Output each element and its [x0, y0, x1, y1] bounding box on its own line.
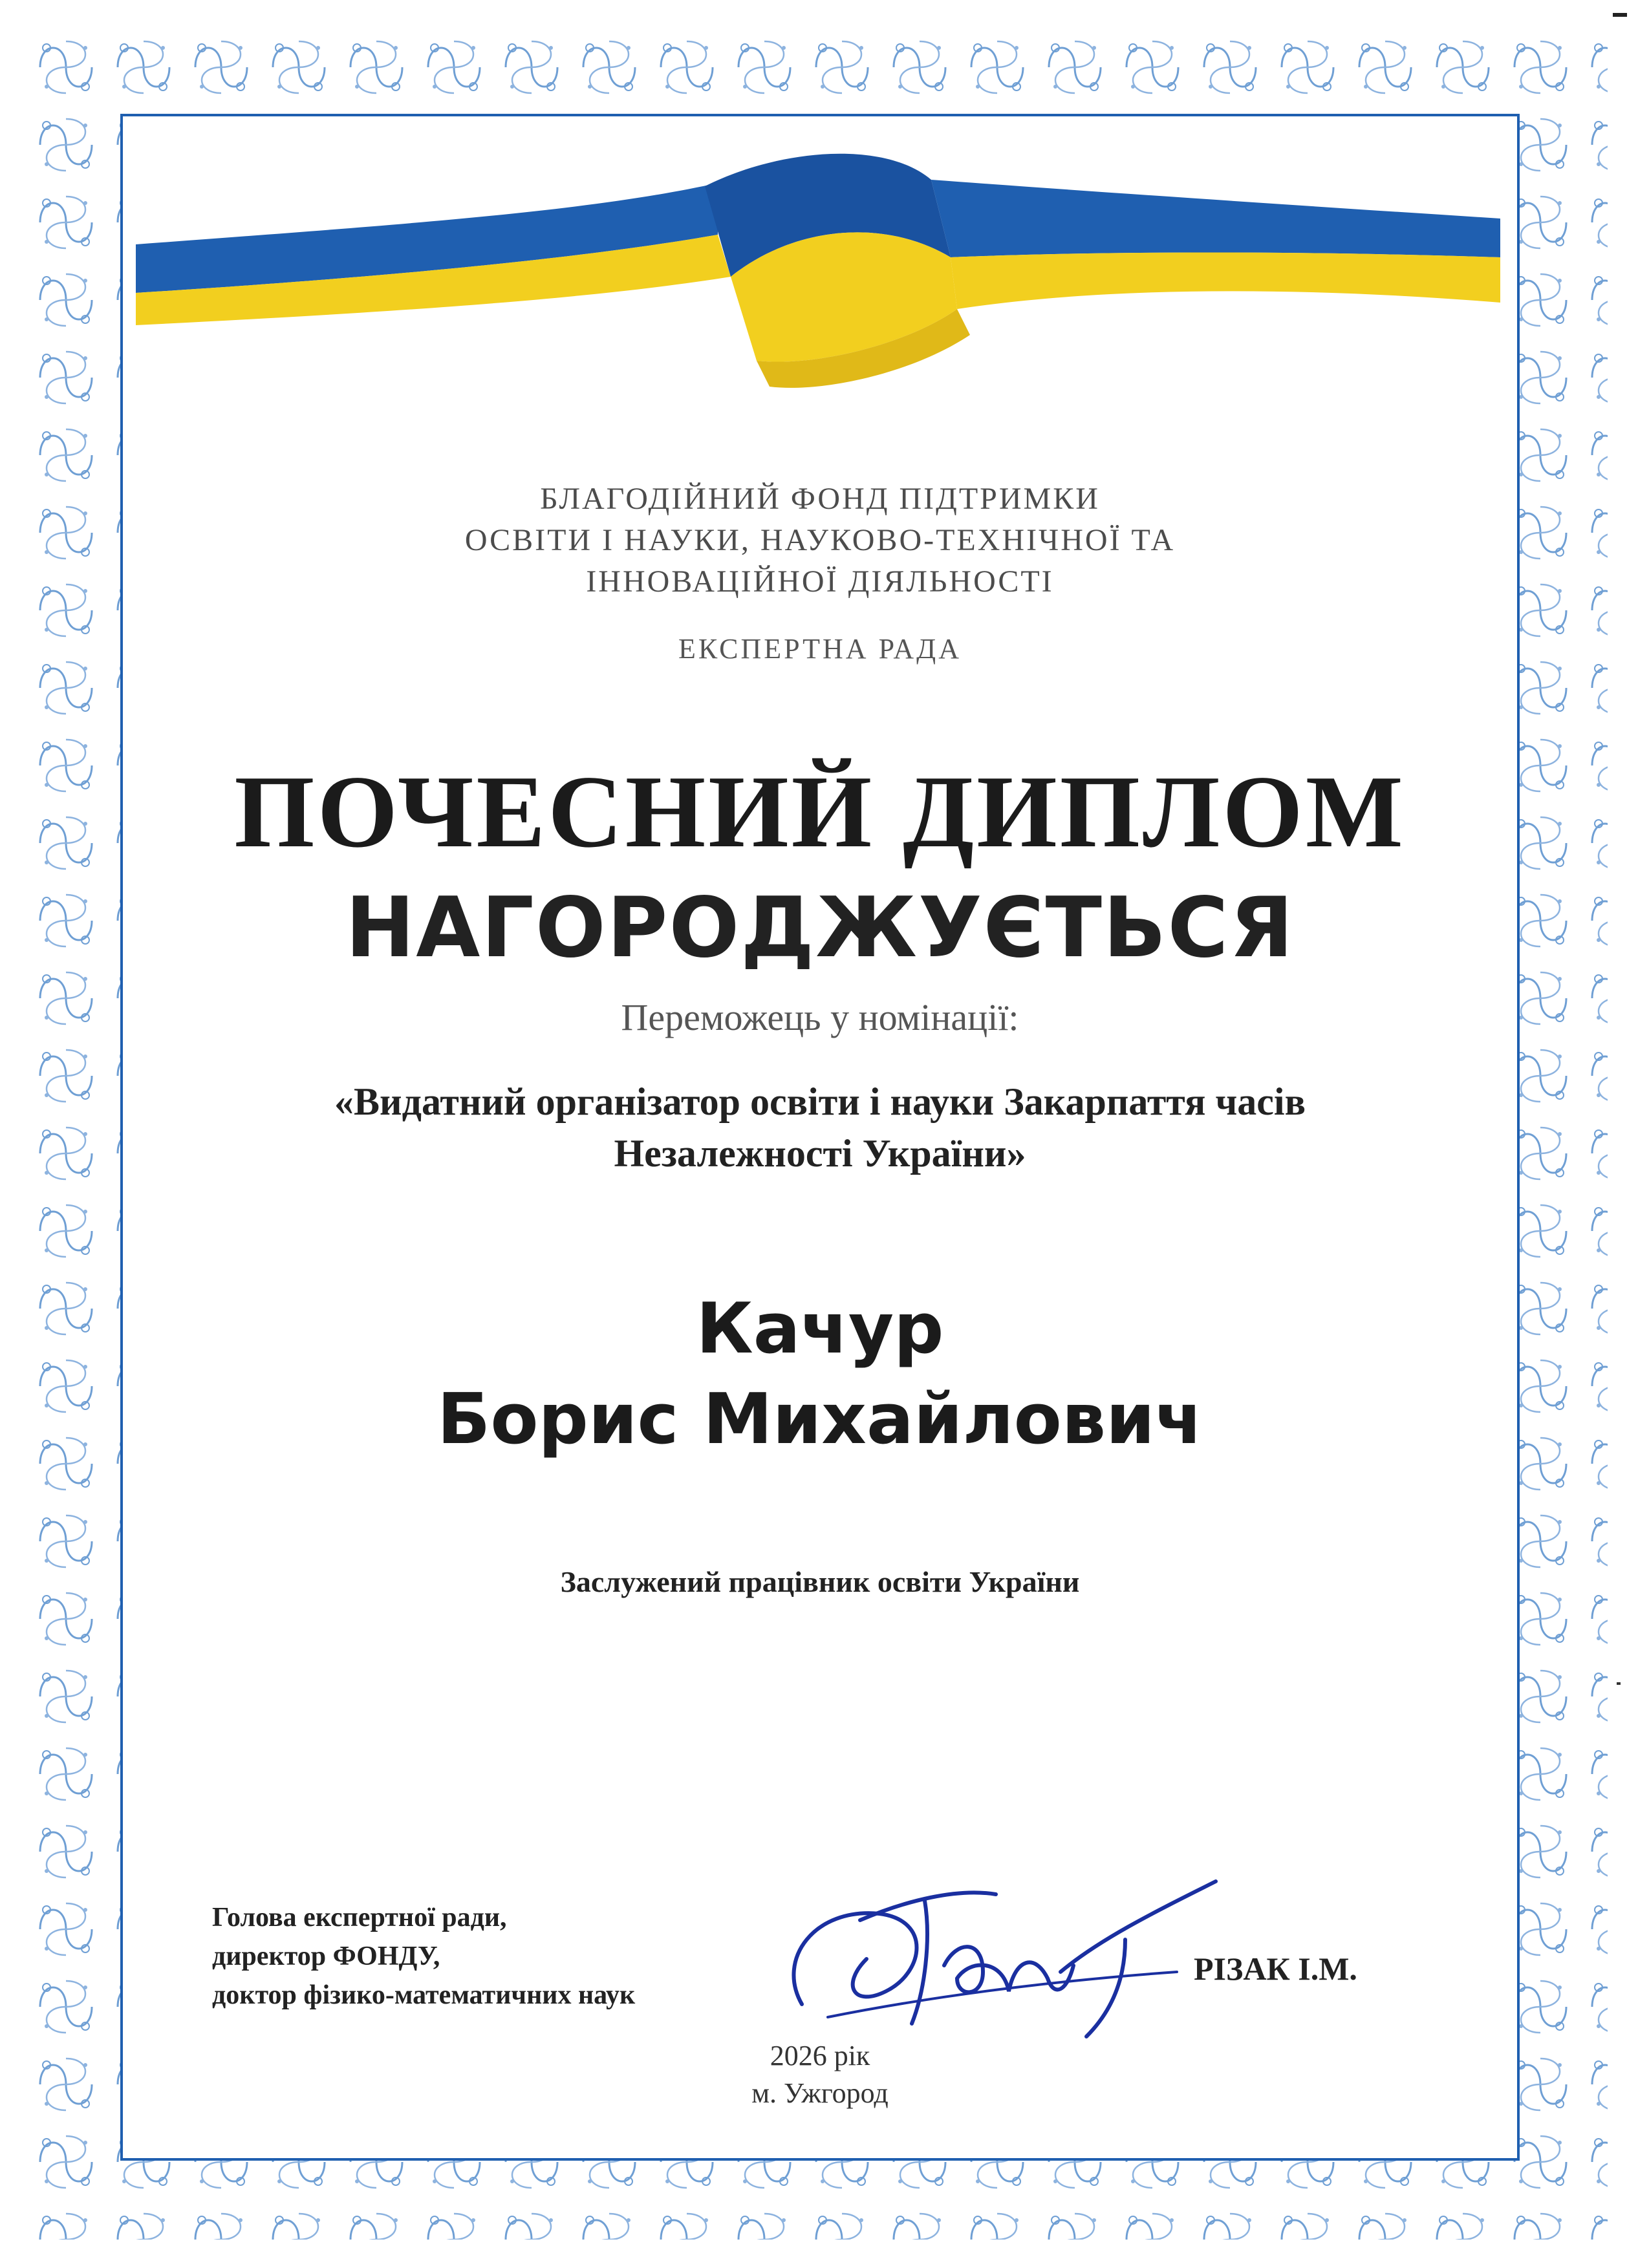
winner-label: Переможець у номінації: — [621, 996, 1019, 1038]
recipient-surname: Качур — [696, 1289, 944, 1369]
recipient-honorary-title: Заслужений працівник освіти України — [560, 1565, 1080, 1598]
organization-line-1: БЛАГОДІЙНИЙ ФОНД ПІДТРИМКИ — [540, 482, 1100, 516]
handwritten-signature — [763, 1862, 1255, 2056]
scan-artifact — [1617, 1682, 1621, 1685]
nomination-line-1: «Видатний організатор освіти і науки Закарпаття часів — [334, 1080, 1306, 1123]
signatory-position-line-1: Голова експертної ради, — [212, 1903, 507, 1932]
diploma-year: 2026 рік — [770, 2040, 870, 2071]
signatory-position — [212, 1898, 846, 2015]
diploma-subtitle: НАГОРОДЖУЄТЬСЯ — [345, 880, 1295, 976]
scan-artifact — [1613, 13, 1627, 17]
signatory-position-line-2: директор ФОНДУ, — [212, 1942, 440, 1971]
organization-line-2: ОСВІТИ І НАУКИ, НАУКОВО-ТЕХНІЧНОЇ ТА — [464, 523, 1176, 557]
organization-line-3: ІННОВАЦІЙНОЇ ДІЯЛЬНОСТІ — [586, 564, 1054, 599]
diploma-city: м. Ужгород — [751, 2077, 889, 2109]
nomination-line-2: Незалежності України» — [614, 1132, 1026, 1175]
diploma-title: ПОЧЕСНИЙ ДИПЛОМ — [234, 754, 1406, 869]
expert-council-label: ЕКСПЕРТНА РАДА — [678, 633, 962, 665]
recipient-given-names: Борис Михайлович — [437, 1379, 1203, 1460]
flag-ribbon-image — [136, 147, 1500, 406]
signatory-position-line-3: доктор фізико-математичних наук — [212, 1980, 636, 2010]
signatory-name: РІЗАК І.М. — [1194, 1951, 1357, 1987]
